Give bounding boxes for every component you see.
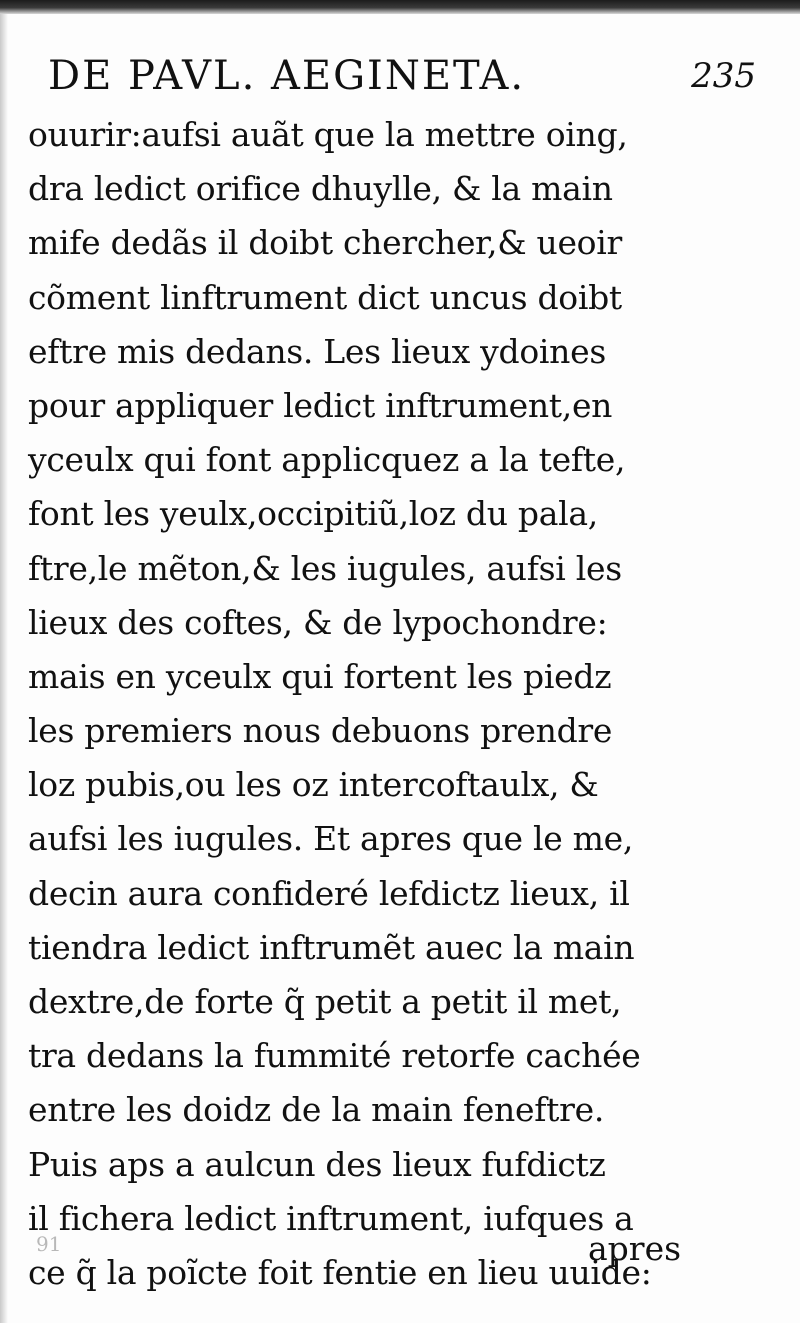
text-line: cõment linftrument dict uncus doibt — [28, 277, 622, 317]
text-line: font les yeulx,occipitiũ,loz du pala, — [28, 494, 598, 534]
text-line: yceulx qui font applicquez a la tefte, — [28, 440, 626, 480]
text-line: mife dedãs il doibt chercher,& ueoir — [28, 223, 622, 263]
text-line: loz pubis,ou les oz intercoftaulx, & — [28, 765, 599, 805]
text-line: lieux des coftes, & de lypochondre: — [28, 602, 608, 642]
text-line: eftre mis dedans. Les lieux ydoines — [28, 331, 606, 371]
text-line: pour appliquer ledict inftrument,en — [28, 385, 613, 425]
scan-left-shadow — [0, 14, 8, 1323]
text-line: tra dedans la fummité retorfe cachée — [28, 1036, 641, 1076]
text-line: il fichera ledict inftrument, iufques a — [28, 1198, 634, 1238]
text-line: les premiers nous debuons prendre — [28, 711, 613, 751]
margin-mark: 91 — [36, 1232, 62, 1256]
text-line: ftre,le mẽton,& les iugules, aufsi les — [28, 548, 622, 588]
text-line: Puis aps a aulcun des lieux fufdictz — [28, 1144, 606, 1184]
text-line: decin aura confideré lefdictz lieux, il — [28, 873, 630, 913]
header-title: DE PAVL. AEGINETA. — [48, 53, 526, 99]
text-line: dra ledict orifice dhuylle, & la main — [28, 169, 613, 209]
text-line: aufsi les iugules. Et apres que le me, — [28, 819, 634, 859]
text-line: ce q̃ la poĩcte foit fentie en lieu uuide: — [28, 1252, 652, 1292]
page-number: 235 — [691, 56, 756, 96]
scan-top-edge — [0, 0, 800, 14]
text-line: tiendra ledict inftrumẽt auec la main — [28, 927, 635, 967]
text-line: entre les doidz de la main feneftre. — [28, 1090, 605, 1130]
text-line: dextre,de forte q̃ petit a petit il met, — [28, 982, 622, 1021]
text-line: ouurir:aufsi auãt que la mettre oing, — [28, 115, 628, 154]
text-line: mais en yceulx qui fortent les piedz — [28, 656, 612, 696]
running-head — [48, 50, 768, 102]
body-text — [28, 108, 688, 1300]
catchword: apres — [588, 1229, 682, 1268]
